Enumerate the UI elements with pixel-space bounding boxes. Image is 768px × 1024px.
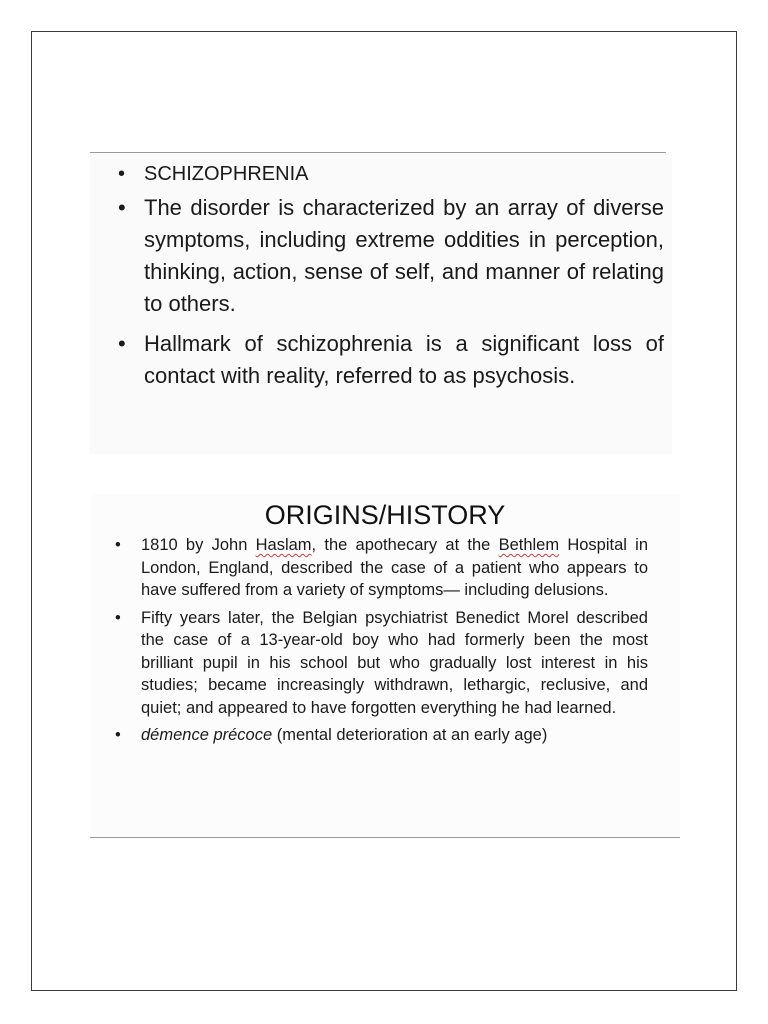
bullet-text [141,536,648,599]
bullet-item [115,607,648,720]
bullet-item [118,158,664,190]
bullet-text: Fifty years later, the Belgian psychiatrist Benedict Morel described the case of a 13-year-old boy who had formerly been the most brilliant pupil in his school but who gradually lost interest in his studies; became increasingly withdrawn, lethargic, reclusive, and quiet; and appeared to have forgotten everything he had learned. [141,608,648,717]
bullet-icon: • [115,608,121,627]
text-run: (mental deterioration at an early age) [272,726,548,744]
slide-schizophrenia [90,154,672,454]
text-run: Hospital in London, England, described the case of a patient who appears to have suffered from a variety of symptoms— including delusions. [141,536,649,599]
document-page [31,31,737,991]
bullet-text: Hallmark of schizophrenia is a significant loss of contact with reality, referred to as psychosis. [144,331,664,388]
spellcheck-word: Haslam [255,536,312,554]
bullet-item [118,192,664,320]
italic-term: démence précoce [141,726,273,744]
bullet-item [115,724,648,747]
text-run: , the apothecary at the [311,536,499,554]
bullet-item [118,328,664,392]
bullet-icon: • [118,195,126,220]
slide-title: ORIGINS/HISTORY [264,500,506,530]
spellcheck-word: Bethlem [498,536,560,554]
bullet-icon: • [115,726,121,744]
bullet-item [115,534,649,602]
text-run: 1810 by John [141,536,256,554]
history-bullet-list [115,534,649,752]
bullet-icon: • [118,331,126,356]
top-divider [90,152,666,153]
slide-origins-history [90,494,680,837]
bullet-text: The disorder is characterized by an array of diverse symptoms, including extreme oddities in perception, thinking, action, sense of self, and manner of relating to others. [144,195,664,316]
schizophrenia-bullet-list [118,158,664,400]
bullet-icon: • [115,536,121,554]
bullet-icon: • [118,163,126,185]
bullet-text [141,726,547,744]
bottom-divider [90,837,680,838]
bullet-text: SCHIZOPHRENIA [144,163,309,185]
